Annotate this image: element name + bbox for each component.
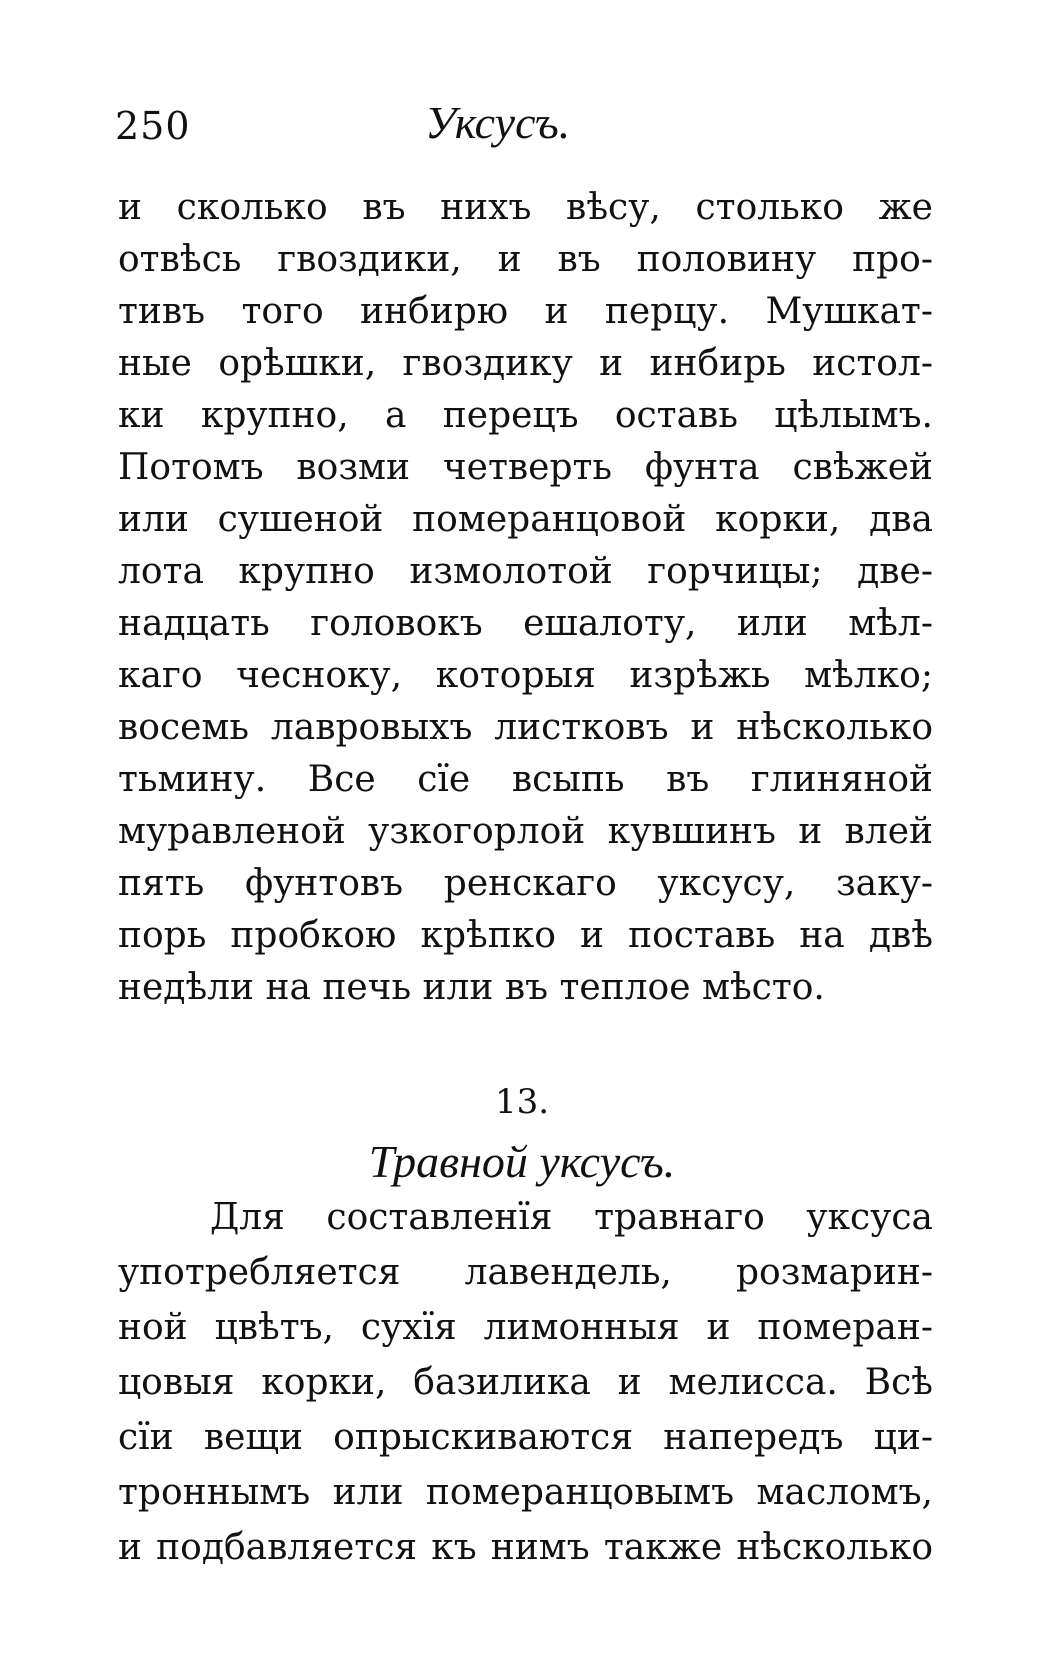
text-line: употребляется лавендель, розмарин-: [118, 1252, 933, 1293]
text-line: тивъ того инбирю и перцу. Мушкат-: [118, 291, 933, 332]
text-line: надцать головокъ ешалоту, или мѣл-: [118, 603, 933, 644]
text-line: сїи вещи опрыскиваются напередъ ци-: [118, 1417, 933, 1458]
text-line: ной цвѣтъ, сухїя лимонныя и померан-: [118, 1307, 933, 1348]
text-line: муравленой узкогорлой кувшинъ и влей: [118, 811, 933, 852]
page-number: 250: [115, 104, 191, 148]
text-line: Для составленїя травнаго уксуса: [210, 1197, 933, 1238]
text-line: и сколько въ нихъ вѣсу, столько же: [118, 187, 933, 228]
running-head: Уксусъ.: [425, 97, 571, 148]
text-line: лота крупно измолотой горчицы; две-: [118, 551, 933, 592]
page-header: [115, 96, 935, 166]
text-line: Потомъ возми четверть фунта свѣжей: [118, 447, 933, 488]
text-line: троннымъ или померанцовымъ масломъ,: [118, 1472, 933, 1513]
text-line: восемь лавровыхъ листковъ и нѣсколько: [118, 707, 933, 748]
text-line: каго чесноку, которыя изрѣжь мѣлко;: [118, 655, 933, 696]
text-line: порь пробкою крѣпко и поставь на двѣ: [118, 915, 933, 956]
section-title: Травной уксусъ.: [368, 1136, 676, 1187]
section-number: 13.: [494, 1082, 550, 1122]
text-line: недѣли на печь или въ теплое мѣсто.: [118, 967, 825, 1008]
text-line: отвѣсь гвоздики, и въ половину про-: [118, 239, 933, 280]
text-line: и подбавляется къ нимъ также нѣсколько: [118, 1527, 933, 1568]
text-line: или сушеной померанцовой корки, два: [118, 499, 933, 540]
text-line: ные орѣшки, гвоздику и инбирь истол-: [118, 343, 933, 384]
text-line: тьмину. Все сїе всыпь въ глиняной: [118, 759, 933, 800]
text-line: цовыя корки, базилика и мелисса. Всѣ: [118, 1362, 933, 1403]
text-line: ки крупно, а перецъ оставь цѣлымъ.: [118, 395, 933, 436]
text-line: пять фунтовъ ренскаго уксусу, заку-: [118, 863, 933, 904]
